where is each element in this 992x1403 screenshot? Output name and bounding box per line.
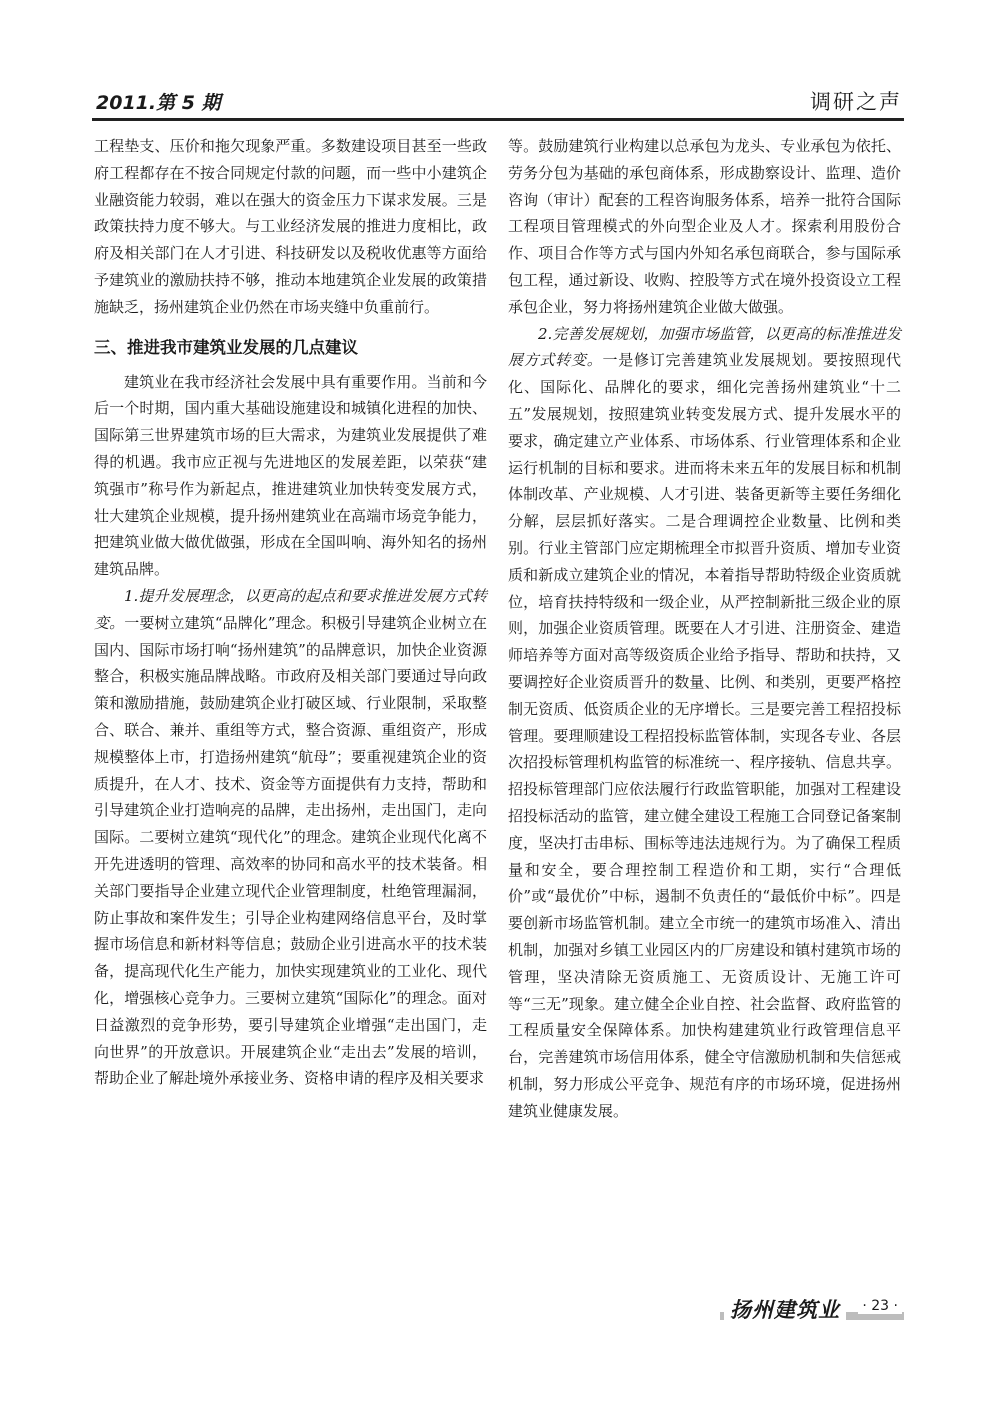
suggestion-2-lead: 2.完善发展规划，加强市场监管，以更高的标准推进发展方式转变。	[508, 324, 901, 370]
page-footer	[720, 1298, 904, 1326]
right-column	[508, 133, 901, 1124]
paragraph-continued-right: 等。鼓励建筑行业构建以总承包为龙头、专业承包为依托、劳务分包为基础的承包商体系，形成勘察设计、监理、造价咨询（审计）配套的工程咨询服务体系，培养一批符合国际工程项目管理模式的外向型企业及人才。探索利用股份合作、项目合作等方式与国内外知名承包商联合，参与国际承包工程，通过新设、收购、控股等方式在境外投资设立工程承包企业，努力将扬州建筑企业做大做强。	[508, 137, 901, 316]
suggestion-2-body: 一是修订完善建筑业发展规划。要按照现代化、国际化、品牌化的要求，细化完善扬州建筑业“十二五”发展规划，按照建筑业转变发展方式、提升发展水平的要求，确定建立产业体系、市场体系、行业管理体系和企业运行机制的目标和要求。进而将未来五年的发展目标和机制体制改革、产业规模、人才引进、装备更新等主要任务细化分解，层层抓好落实。二是合理调控企业数量、比例和类别。行业主管部门应定期梳理全市拟晋升资质、增加专业资质和新成立建筑企业的情况，本着指导帮助特级企业资质就位，培育扶持特级和一级企业，从严控制新批三级企业的原则，加强企业资质管理。既要在人才引进、注册资金、建造师培养等方面对高等级资质企业给予指导、帮助和扶持，又要调控好企业资质晋升的数量、比例、和类别，更要严格控制无资质、低资质企业的无序增长。三是要完善工程招投标管理。要理顺建设工程招投标监管体制，实现各专业、各层次招投标管理机构监管的标准统一、程序接轨、信息共享。招投标管理部门应依法履行行政监管职能，加强对工程建设招投标活动的监管，建立健全建设工程施工合同登记备案制度，坚决打击串标、围标等违法违规行为。为了确保工程质量和安全，要合理控制工程造价和工期，实行“合理低价”或“最优价”中标，遏制不负责任的“最低价中标”。四是要创新市场监管机制。建立全市统一的建筑市场准入、清出机制，加强对乡镇工业园区内的厂房建设和镇村建筑市场的管理，坚决清除无资质施工、无资质设计、无施工许可等“三无”现象。建立健全企业自控、社会监督、政府监管的工程质量安全保障体系。加快构建建筑业行政管理信息平台，完善建筑市场信用体系，健全守信激励机制和失信惩戒机制，努力形成公平竞争、规范有序的市场环境，促进扬州建筑业健康发展。	[508, 351, 901, 1120]
paragraph-continued: 工程垫支、压价和拖欠现象严重。多数建设项目甚至一些政府工程都存在不按合同规定付款的问题，而一些中小建筑企业融资能力较弱，难以在强大的资金压力下谋求发展。三是政策扶持力度不够大。与工业经济发展的推进力度相比，政府及相关部门在人才引进、科技研发以及税收优惠等方面给予建筑业的激励扶持不够，推动本地建筑企业发展的政策措施缺乏，扬州建筑企业仍然在市场夹缝中负重前行。	[94, 137, 487, 316]
section-title: 调研之声	[810, 90, 902, 114]
suggestion-1-body: 一要树立建筑“品牌化”理念。积极引导建筑企业树立在国内、国际市场打响“扬州建筑”的品牌意识，加快企业资源整合，积极实施品牌战略。市政府及相关部门要通过导向政策和激励措施，鼓励建筑企业打破区域、行业限制，采取整合、联合、兼并、重组等方式，整合资源、重组资产，形成规模整体上市，打造扬州建筑“航母”；要重视建筑企业的资质提升，在人才、技术、资金等方面提供有力支持，帮助和引导建筑企业打造响亮的品牌，走出扬州，走出国门，走向国际。二要树立建筑“现代化”的理念。建筑企业现代化离不开先进透明的管理、高效率的协同和高水平的技术装备。相关部门要指导企业建立现代企业管理制度，杜绝管理漏洞，防止事故和案件发生；引导企业构建网络信息平台，及时掌握市场信息和新材料等信息；鼓励企业引进高水平的技术装备，提高现代化生产能力，加快实现建筑业的工业化、现代化，增强核心竞争力。三要树立建筑“国际化”的理念。面对日益激烈的竞争形势，要引导建筑企业增强“走出国门，走向世界”的开放意识。开展建筑企业“走出去”发展的培训，帮助企业了解赴境外承接业务、资格申请的程序及相关要求	[94, 613, 487, 1088]
left-column	[94, 133, 487, 1092]
suggestion-1-lead: 1.提升发展理念，以更高的起点和要求推进发展方式转变。	[94, 586, 487, 632]
section-heading: 三、推进我市建筑业发展的几点建议	[94, 337, 358, 357]
running-header	[92, 84, 904, 121]
journal-logo: 扬州建筑业	[724, 1294, 846, 1324]
paragraph-suggestion-2	[508, 321, 901, 1125]
page-number: · 23 ·	[858, 1298, 902, 1314]
paragraph-intro: 建筑业在我市经济社会发展中具有重要作用。当前和今后一个时期，国内重大基础设施建设和城镇化进程的加快、国际第三世界建筑市场的巨大需求，为建筑业发展提供了难得的机遇。我市应正视与先进地区的发展差距，以荣获“建筑强市”称号作为新起点，推进建筑业加快转变发展方式，壮大建筑企业规模，提升扬州建筑业在高端市场竞争能力，把建筑业做大做优做强，形成在全国叫响、海外知名的扬州建筑品牌。	[94, 372, 487, 579]
issue-label: 2011.第 5 期	[96, 92, 221, 114]
paragraph-suggestion-1	[94, 583, 487, 1092]
